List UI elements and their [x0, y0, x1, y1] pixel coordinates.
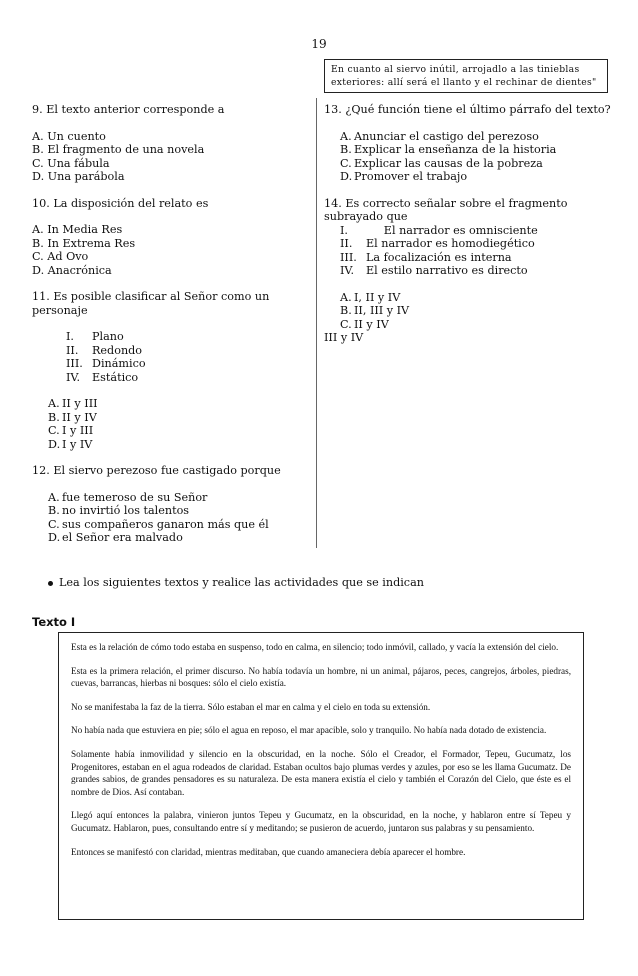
- answer-option: [32, 438, 314, 452]
- texto-paragraph: Esta es la primera relación, el primer discurso. No había todavía un hombre, ni un animal, pájaros, peces, cangrejos, árboles, piedras, cuevas, barrancas, hierbas ni bosques: sólo el cielo existía.: [71, 665, 571, 689]
- answer-option: B. In Extrema Res: [32, 236, 136, 250]
- option-letter: C.: [340, 317, 352, 331]
- answer-option: B. El fragmento de una novela: [32, 143, 205, 156]
- option-letter: D.: [48, 531, 61, 544]
- answer-option: [32, 424, 314, 438]
- option-letter: A.: [48, 397, 60, 410]
- question-11: [32, 290, 314, 451]
- roman-numeral: II.: [66, 343, 79, 357]
- instruction-bullet: [48, 576, 424, 589]
- roman-numeral: III.: [66, 357, 83, 370]
- bullet-icon: [48, 581, 53, 586]
- option-letter: C.: [48, 424, 60, 437]
- question-stem: 12. El siervo perezoso fue castigado porque: [32, 464, 281, 477]
- question-stem: 11. Es posible clasificar al Señor como un personaje: [32, 290, 270, 317]
- option-letter: C.: [340, 156, 352, 170]
- option-letter: A.: [340, 290, 352, 304]
- roman-item: [32, 344, 314, 358]
- texto-title: Texto I: [32, 615, 76, 629]
- answer-option: [324, 130, 614, 144]
- roman-text: Plano: [92, 330, 124, 343]
- roman-item: [324, 251, 614, 265]
- roman-text: Redondo: [92, 343, 143, 357]
- option-text: Anunciar el castigo del perezoso: [354, 129, 539, 143]
- option-letter: A.: [340, 129, 352, 143]
- answer-option: [324, 318, 614, 332]
- column-divider: [316, 98, 317, 548]
- option-text: no invirtió los talentos: [62, 504, 190, 517]
- option-text: II y IV: [62, 410, 97, 424]
- roman-item: [32, 330, 314, 344]
- texto-paragraph: Solamente había inmovilidad y silencio en la obscuridad, en la noche. Sólo el Creador, el Formador, Tepeu, Gucumatz, los Progenitores, estaban en el agua rodeados de claridad. Estaban ocultos bajo plumas verdes y azules, por eso se les llama Gucumatz. De grandes sabios, de grandes pensadores es su naturaleza. De esta manera existía el cielo y también el Corazón del Cielo, que éste es el nombre de Dios. Así contaban.: [71, 748, 571, 797]
- roman-text: Estático: [92, 370, 139, 384]
- roman-item: [324, 224, 614, 238]
- answer-option: [324, 304, 614, 318]
- option-text: Promover el trabajo: [354, 170, 468, 183]
- answer-option: D. Una parábola: [32, 170, 125, 183]
- option-text: I, II y IV: [354, 290, 401, 304]
- option-text: II, III y IV: [354, 304, 410, 317]
- roman-text: El narrador es homodiegético: [366, 237, 535, 250]
- answer-option: [32, 518, 314, 532]
- roman-numeral: I.: [66, 330, 74, 343]
- answer-option: [32, 504, 314, 518]
- roman-item: [32, 371, 314, 385]
- option-letter: A.: [48, 490, 60, 504]
- answer-option: [324, 143, 614, 157]
- roman-text: Dinámico: [92, 357, 146, 370]
- roman-item: [324, 237, 614, 251]
- question-stem: 13. ¿Qué función tiene el último párrafo del texto?: [324, 103, 611, 116]
- instruction-text: Lea los siguientes textos y realice las actividades que se indican: [59, 576, 424, 589]
- answer-option-continuation: III y IV: [324, 331, 364, 344]
- texto-paragraph: No se manifestaba la faz de la tierra. Sólo estaban el mar en calma y el cielo en toda su extensión.: [71, 701, 431, 712]
- roman-item: [32, 357, 314, 371]
- texto-paragraph: Esta es la relación de cómo todo estaba en suspenso, todo en calma, en silencio; todo inmóvil, callado, y vacía la extensión del cielo.: [71, 642, 559, 652]
- answer-option: C. Ad Ovo: [32, 250, 89, 263]
- option-text: el Señor era malvado: [62, 531, 183, 544]
- roman-text: La focalización es interna: [366, 250, 512, 264]
- answer-option: C. Una fábula: [32, 156, 110, 170]
- answer-option: A. In Media Res: [32, 223, 123, 236]
- answer-option: D. Anacrónica: [32, 263, 112, 277]
- roman-numeral: III.: [340, 250, 357, 264]
- roman-numeral: I.: [340, 223, 348, 237]
- texto-box: [58, 632, 584, 920]
- question-9: [32, 103, 314, 184]
- option-letter: D.: [340, 170, 353, 183]
- roman-text: El narrador es omnisciente: [366, 223, 538, 237]
- roman-text: El estilo narrativo es directo: [366, 264, 528, 277]
- answer-option: [324, 291, 614, 305]
- option-text: sus compañeros ganaron más que él: [62, 517, 269, 531]
- option-letter: B.: [48, 410, 60, 424]
- option-letter: C.: [48, 517, 60, 531]
- page-number: 19: [311, 37, 327, 51]
- option-text: II y III: [62, 397, 98, 410]
- texto-paragraph: Entonces se manifestó con claridad, mientras meditaban, que cuando amaneciera debía aparecer el hombre.: [71, 846, 466, 857]
- option-text: fue temeroso de su Señor: [62, 490, 208, 504]
- option-text: Explicar la enseñanza de la historia: [354, 143, 557, 156]
- texto-paragraph: Llegó aquí entonces la palabra, vinieron juntos Tepeu y Gucumatz, en la obscuridad, en la noche, y hablaron entre sí Tepeu y Gucumatz. Hablaron, pues, consultando entre sí y meditando; se pusieron de acuerdo, juntaron sus palabras y su pensamiento.: [71, 810, 571, 833]
- option-letter: B.: [340, 143, 352, 156]
- option-letter: B.: [48, 504, 60, 517]
- answer-option: [32, 491, 314, 505]
- option-text: II y IV: [354, 317, 389, 331]
- roman-item: [324, 264, 614, 278]
- question-stem: 10. La disposición del relato es: [32, 196, 209, 210]
- left-column: [32, 103, 314, 545]
- texto-paragraph: No había nada que estuviera en pie; sólo el agua en reposo, el mar apacible, solo y tranquilo. No había nada dotado de existencia.: [71, 725, 547, 736]
- answer-option: [32, 397, 314, 411]
- answer-option: [324, 157, 614, 171]
- roman-numeral: II.: [340, 237, 353, 250]
- question-12: [32, 464, 314, 545]
- option-letter: B.: [340, 304, 352, 317]
- answer-option: [32, 411, 314, 425]
- question-13: [324, 103, 614, 184]
- question-stem: 9. El texto anterior corresponde a: [32, 103, 225, 116]
- option-letter: D.: [48, 437, 61, 451]
- question-10: [32, 197, 314, 278]
- roman-numeral: IV.: [340, 264, 355, 277]
- option-text: Explicar las causas de la pobreza: [354, 156, 543, 170]
- answer-option: A. Un cuento: [32, 129, 106, 143]
- quote-box: En cuanto al siervo inútil, arrojadlo a las tinieblas exteriores: allí será el llanto y el rechinar de dientes": [324, 59, 608, 93]
- question-14: [324, 197, 614, 345]
- right-column: [324, 103, 614, 345]
- roman-numeral: IV.: [66, 370, 81, 384]
- answer-option: [32, 531, 314, 545]
- answer-option: [324, 170, 614, 184]
- option-text: I y III: [62, 424, 94, 437]
- question-stem: 14. Es correcto señalar sobre el fragmento subrayado que: [324, 196, 568, 223]
- option-text: I y IV: [62, 437, 93, 451]
